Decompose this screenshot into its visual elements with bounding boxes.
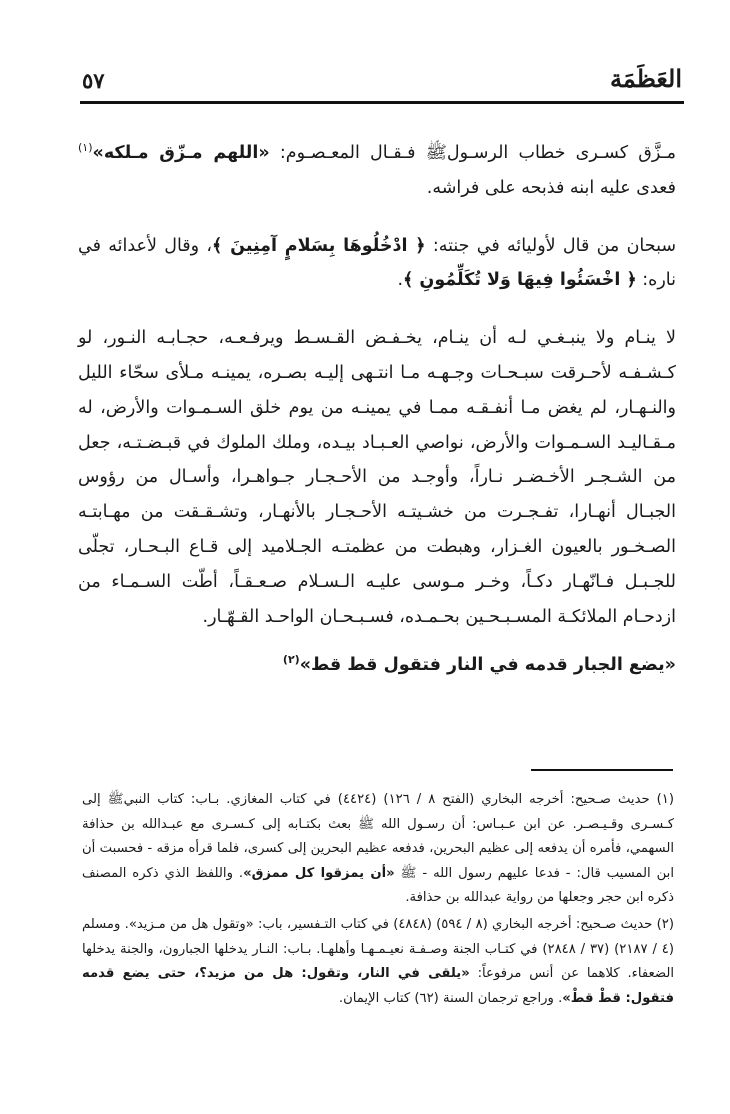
footnote-1: [82, 788, 674, 911]
paragraph-2-text: سبحان من قال لأوليائه في جنته:: [425, 235, 677, 256]
paragraph-1-text-end: فعدى عليه ابنه فذبحه على فراشه.: [426, 177, 676, 198]
header-divider: [80, 101, 684, 104]
footnote-ref-2[interactable]: (٢): [282, 653, 300, 667]
footnote-divider: [531, 769, 673, 771]
footnote-2-text: (٢) حديث صـحيح: أخرجه البخاري (٨ / ٥٩٤) (٤٨٤٨) في كتاب التـفسير، باب: «وتقول هل من مـزيد». ومسلم (٤ / ٢١٨٧) (٣٧ / ٢٨٤٨) في كتـاب الجنة وصـفـة نعيـمـهـا وأهلهـا. بـاب: النـار يدخلها الجبارون، والجنة يدخلها الضعفاء. كلاهما عن أنس مرفوعاً:: [82, 916, 675, 982]
hadith-quote: «اللهم مـزّق مـلكه»: [92, 143, 270, 163]
footnote-ref-1[interactable]: (١): [78, 141, 93, 155]
footnote-2-end: . وراجع ترجمان السنة (٦٢) كتاب الإيمان.: [338, 990, 563, 1006]
quran-verse-2: ﴿ اخْسَئُوا فِيهَا وَلا تُكَلِّمُونِ ﴾: [403, 270, 637, 291]
footnote-2-quote: «يلقى في النار، وتقول: هل من مزيد؟، حتى يضع قدمه فتقول: قطْ قطْ»: [82, 966, 674, 1006]
paragraph-2: [78, 229, 676, 299]
quran-verse-1: ﴿ ادْخُلُوهَا بِسَلامٍ آمِنِينَ ﴾: [212, 235, 426, 256]
paragraph-3: لا ينـام ولا ينبـغـي لـه أن ينـام، يخـفـض القـسـط ويرفـعـه، حجـابـه النـور، لو كـشـفـه لأحـرقت سبـحـات وجـهـه مـا انتـهى إليـه بصـره، يمينـه مـلأى سحّاء الليل والنـهـار، لم يغض مـا أنفـقـه ممـا في يمينـه من يوم خلق السـمـوات والأرض، له مـقـاليـد السـمـوات والأرض، نواصي العـبـاد بيـده، وملك الملوك في قبـضـتـه، جعل من الشـجـر الأخـضـر نـاراً، وأوجـد من الأحـجـار جـواهـرا، وأسـال من رؤوس الجبـال أنهـارا، تفـجـرت من خشـيتـه الأحـجـار بالأنهـار، وتشـقـقت من مهـابتـه الصـخـور بالعيون الغـزار، وهبطت من عظمتـه الجـلاميد إلى قـاع البـحـار، تجلّى للجـبـل فـانّهـار دكـاً، وخـر مـوسى عليـه الـسـلام صـعـقـاً، أطّت السـمـاء من ازدحـام الملائكـة المسـبـحـين بحـمـده، فسـبـحـان الواحـد القـهّـار.: [78, 328, 676, 627]
page-number: ٥٧: [82, 68, 105, 93]
footnote-2: [82, 913, 674, 1011]
footnote-1-quote: «أن يمزقوا كل ممزق»: [243, 865, 395, 881]
paragraph-2-end: .: [397, 270, 404, 291]
paragraph-1: [78, 136, 676, 206]
paragraph-1-text: مـزَّق كسـرى خطاب الرسـولﷺ فـقـال المعـصـوم:: [269, 143, 676, 163]
page-header: [82, 64, 682, 98]
section-heading-hadith: [78, 648, 676, 683]
footnote-1-text: (١) حديث صـحيح: أخرجه البخاري (الفتح ٨ / ١٢٦) (٤٤٢٤) في كتاب المغازي. بـاب: كتاب النبيﷺ إلى كـسـرى وقـيـصـر. عن ابن عـبـاس: أن رسـول الله ﷺ بعث بكتـابه إلى كـسـرى مع عبـدالله بن حذافة السهمي، فأمره أن يدفعه إلى عظيم البحرين، فدفعه عظيم البحرين إلى كسرى، فلما قرأه مزقه - فحسبت أن ابن المسيب قال: - فدعا عليهم رسول الله - ﷺ: [82, 792, 675, 881]
footnote-1-end: . واللفظ الذي ذكره المصنف ذكره ابن حجر وجعلها من رواية عبدالله بن حذافة.: [82, 865, 674, 906]
footnotes: [82, 788, 674, 1011]
main-text: [78, 136, 676, 683]
paragraph-2-text-mid: ، وقال لأعدائه في ناره:: [78, 235, 676, 291]
chapter-title: العَظَمَة: [610, 64, 682, 93]
heading-text: «يضع الجبار قدمه في النار فتقول قط قط»: [299, 655, 676, 676]
